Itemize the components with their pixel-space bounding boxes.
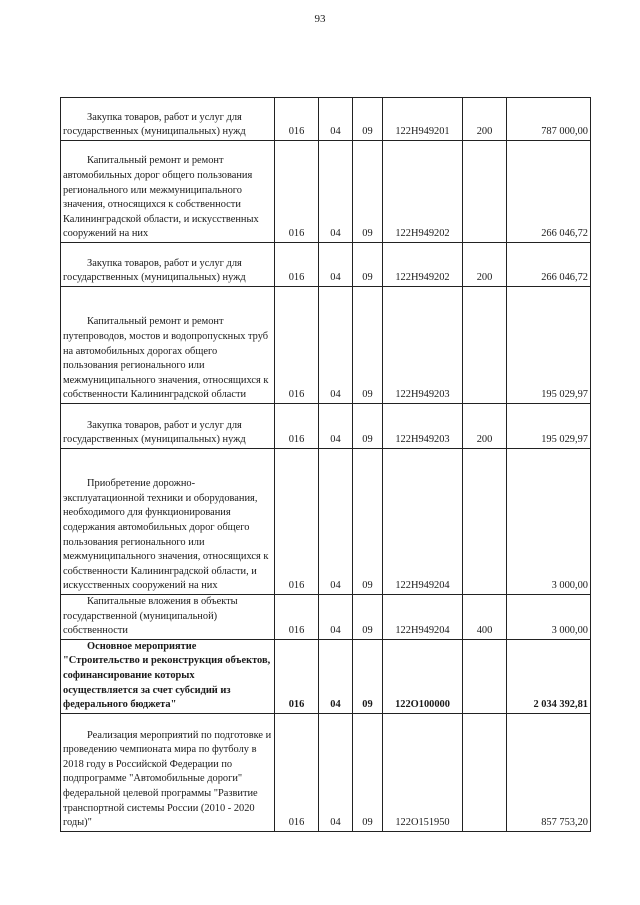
target-code: 122Н949204: [383, 595, 463, 640]
ministry-code: 016: [275, 287, 319, 404]
target-code: 122Н949204: [383, 449, 463, 595]
row-name: Закупка товаров, работ и услуг для государственных (муниципальных) нужд: [61, 243, 275, 287]
expense-type-code: [463, 639, 507, 713]
table-row: [61, 141, 591, 243]
subsection-code: 09: [353, 713, 383, 831]
subsection-code: 09: [353, 639, 383, 713]
expense-type-code: 200: [463, 243, 507, 287]
section-code: 04: [319, 243, 353, 287]
row-name: Капитальный ремонт и ремонт путепроводов, мостов и водопропускных труб на автомобильных дорогах общего пользования регионального или межмуниципального значения, относящихся к собственности Калининградской области: [61, 287, 275, 404]
amount: 3 000,00: [507, 595, 591, 640]
row-name: Приобретение дорожно-эксплуатационной техники и оборудования, необходимого для функционирования содержания автомобильных дорог общего пользования регионального или межмуниципального значения, относящихся к собственности Калининградской области, и искусственных сооружений на них: [61, 449, 275, 595]
subsection-code: 09: [353, 404, 383, 449]
target-code: 122Н949202: [383, 243, 463, 287]
section-code: 04: [319, 449, 353, 595]
table-row: [61, 404, 591, 449]
row-name: Основное мероприятие "Строительство и реконструкция объектов, софинансирование которых осуществляется за счет субсидий из федерального бюджета": [61, 639, 275, 713]
row-name: Закупка товаров, работ и услуг для государственных (муниципальных) нужд: [61, 404, 275, 449]
expense-type-code: [463, 449, 507, 595]
amount: 787 000,00: [507, 98, 591, 141]
section-code: 04: [319, 595, 353, 640]
subsection-code: 09: [353, 449, 383, 595]
amount: 195 029,97: [507, 404, 591, 449]
section-code: 04: [319, 287, 353, 404]
row-name: Капитальный ремонт и ремонт автомобильных дорог общего пользования регионального или межмуниципального значения, относящихся к собственности Калининградской области, и искусственных сооружений на них: [61, 141, 275, 243]
target-code: 122О100000: [383, 639, 463, 713]
ministry-code: 016: [275, 404, 319, 449]
section-code: 04: [319, 141, 353, 243]
table-row: [61, 98, 591, 141]
ministry-code: 016: [275, 449, 319, 595]
subsection-code: 09: [353, 287, 383, 404]
table-row: [61, 595, 591, 640]
subsection-code: 09: [353, 595, 383, 640]
ministry-code: 016: [275, 141, 319, 243]
amount: 266 046,72: [507, 243, 591, 287]
table-row: [61, 713, 591, 831]
target-code: 122Н949203: [383, 287, 463, 404]
table-row: [61, 287, 591, 404]
subsection-code: 09: [353, 243, 383, 287]
target-code: 122О151950: [383, 713, 463, 831]
section-code: 04: [319, 713, 353, 831]
expense-type-code: [463, 287, 507, 404]
expense-type-code: 200: [463, 98, 507, 141]
ministry-code: 016: [275, 639, 319, 713]
target-code: 122Н949201: [383, 98, 463, 141]
expense-type-code: [463, 713, 507, 831]
amount: 266 046,72: [507, 141, 591, 243]
target-code: 122Н949202: [383, 141, 463, 243]
expense-type-code: [463, 141, 507, 243]
amount: 195 029,97: [507, 287, 591, 404]
amount: 3 000,00: [507, 449, 591, 595]
expense-type-code: 400: [463, 595, 507, 640]
budget-table: [60, 97, 591, 832]
target-code: 122Н949203: [383, 404, 463, 449]
expense-type-code: 200: [463, 404, 507, 449]
table-row: [61, 243, 591, 287]
section-code: 04: [319, 404, 353, 449]
section-code: 04: [319, 98, 353, 141]
ministry-code: 016: [275, 713, 319, 831]
ministry-code: 016: [275, 98, 319, 141]
table-row: [61, 449, 591, 595]
row-name: Капитальные вложения в объекты государственной (муниципальной) собственности: [61, 595, 275, 640]
table-row: [61, 639, 591, 713]
ministry-code: 016: [275, 595, 319, 640]
subsection-code: 09: [353, 98, 383, 141]
section-code: 04: [319, 639, 353, 713]
row-name: Закупка товаров, работ и услуг для государственных (муниципальных) нужд: [61, 98, 275, 141]
page-number: 93: [314, 13, 326, 25]
subsection-code: 09: [353, 141, 383, 243]
ministry-code: 016: [275, 243, 319, 287]
amount: 857 753,20: [507, 713, 591, 831]
row-name: Реализация мероприятий по подготовке и проведению чемпионата мира по футболу в 2018 году в Российской Федерации по подпрограмме "Автомобильные дороги" федеральной целевой программы "Развитие транспортной системы России (2010 - 2020 годы)": [61, 713, 275, 831]
amount: 2 034 392,81: [507, 639, 591, 713]
